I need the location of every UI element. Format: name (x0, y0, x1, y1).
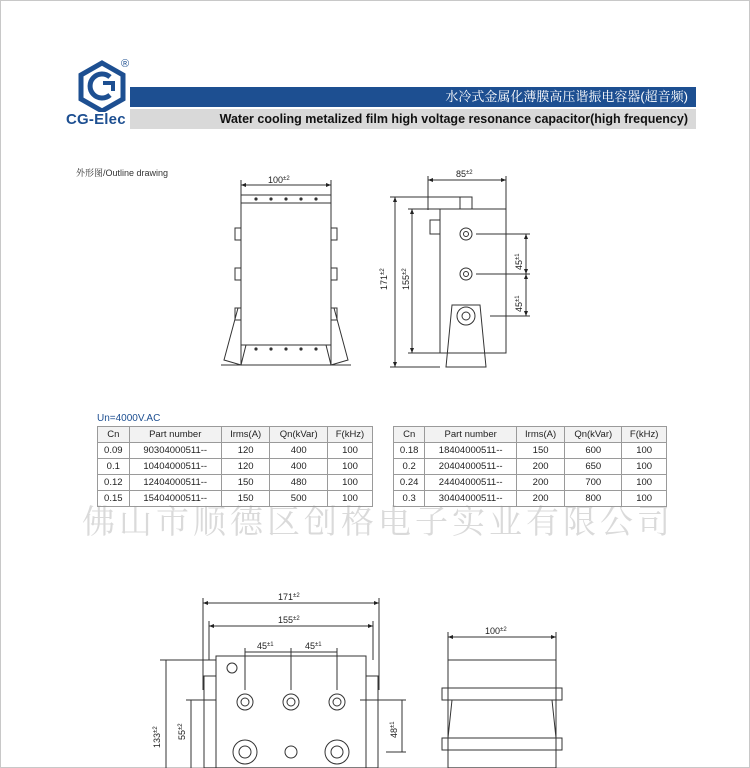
table-row: 0.12 12404000511-- 150 480 100 (98, 475, 373, 491)
col-cn: Cn (394, 427, 425, 443)
dim-bottom-55: 55 (177, 729, 187, 740)
voltage-label: Un=4000V.AC (97, 413, 161, 424)
registered-mark: ® (121, 58, 130, 70)
table-row: 0.2 20404000511-- 200 650 100 (394, 459, 667, 475)
dim-bottom-48: 48 (389, 727, 399, 738)
title-english: Water cooling metalized film high voltage resonance capacitor(high frequency) (130, 109, 696, 129)
col-f: F(kHz) (327, 427, 372, 443)
col-cn: Cn (98, 427, 130, 443)
dim-bottom-side-100: 100 (485, 626, 501, 636)
col-irms: Irms(A) (221, 427, 270, 443)
table-row: 0.24 24404000511-- 200 700 100 (394, 475, 667, 491)
svg-text:48±1: $48^{\pm 1}$ (389, 721, 399, 738)
col-f: F(kHz) (622, 427, 667, 443)
svg-text:171±2: $171^{\pm 2}$ (379, 268, 389, 290)
spec-table-right (393, 426, 667, 507)
title-chinese: 水冷式金属化薄膜高压谐振电容器(超音频) (130, 87, 696, 107)
company-watermark: 佛山市顺德区创格电子实业有限公司 (82, 502, 674, 541)
svg-text:85±2: $85^{\pm 2}$ (456, 169, 473, 179)
svg-text:155±2: $155^{\pm 2}$ (278, 615, 300, 625)
svg-text:45±1: $45^{\pm 1}$ (257, 641, 274, 651)
svg-text:45±1: $45^{\pm 1}$ (305, 641, 322, 651)
svg-text:55±2: $55^{\pm 2}$ (177, 723, 187, 740)
col-qn: Qn(kVar) (270, 427, 328, 443)
col-qn: Qn(kVar) (565, 427, 622, 443)
brand-name: CG-Elec (66, 111, 126, 128)
dim-bottom-171: 171 (278, 592, 294, 602)
dim-pitch-45a: 45 (514, 259, 524, 270)
table-row: 0.09 90304000511-- 120 400 100 (98, 443, 373, 459)
spec-table-left (97, 426, 373, 507)
dim-height-155: 155 (401, 274, 411, 290)
svg-text:155±2: $155^{\pm 2}$ (401, 268, 411, 290)
dim-height-171: 171 (379, 274, 389, 290)
dim-front-width: 100 (268, 175, 284, 185)
col-part-number: Part number (129, 427, 221, 443)
col-irms: Irms(A) (517, 427, 565, 443)
table-row: 0.1 10404000511-- 120 400 100 (98, 459, 373, 475)
col-part-number: Part number (425, 427, 517, 443)
front-view-drawing (221, 180, 351, 365)
svg-text:45±1: $45^{\pm 1}$ (514, 295, 524, 312)
table-row: 0.15 15404000511-- 150 500 100 (98, 491, 373, 507)
svg-text:171±2: $171^{\pm 2}$ (278, 592, 300, 602)
outline-drawing-label: 外形图/Outline drawing (76, 168, 169, 178)
dim-side-width: 85 (456, 169, 467, 179)
dim-bottom-155: 155 (278, 615, 294, 625)
dim-bottom-133: 133 (152, 732, 162, 748)
table-row: 0.18 18404000511-- 150 600 100 (394, 443, 667, 459)
dim-bottom-45b: 45 (305, 641, 316, 651)
svg-text:100±2: $100^{\pm 2}$ (268, 175, 290, 185)
dim-pitch-45b: 45 (514, 301, 524, 312)
bottom-side-view-drawing (442, 632, 562, 768)
table-row: 0.3 30404000511-- 200 800 100 (394, 491, 667, 507)
side-view-drawing (390, 176, 530, 367)
svg-text:133±2: $133^{\pm 2}$ (152, 726, 162, 748)
dim-bottom-45a: 45 (257, 641, 268, 651)
svg-text:45±1: $45^{\pm 1}$ (514, 253, 524, 270)
svg-text:100±2: $100^{\pm 2}$ (485, 626, 507, 636)
